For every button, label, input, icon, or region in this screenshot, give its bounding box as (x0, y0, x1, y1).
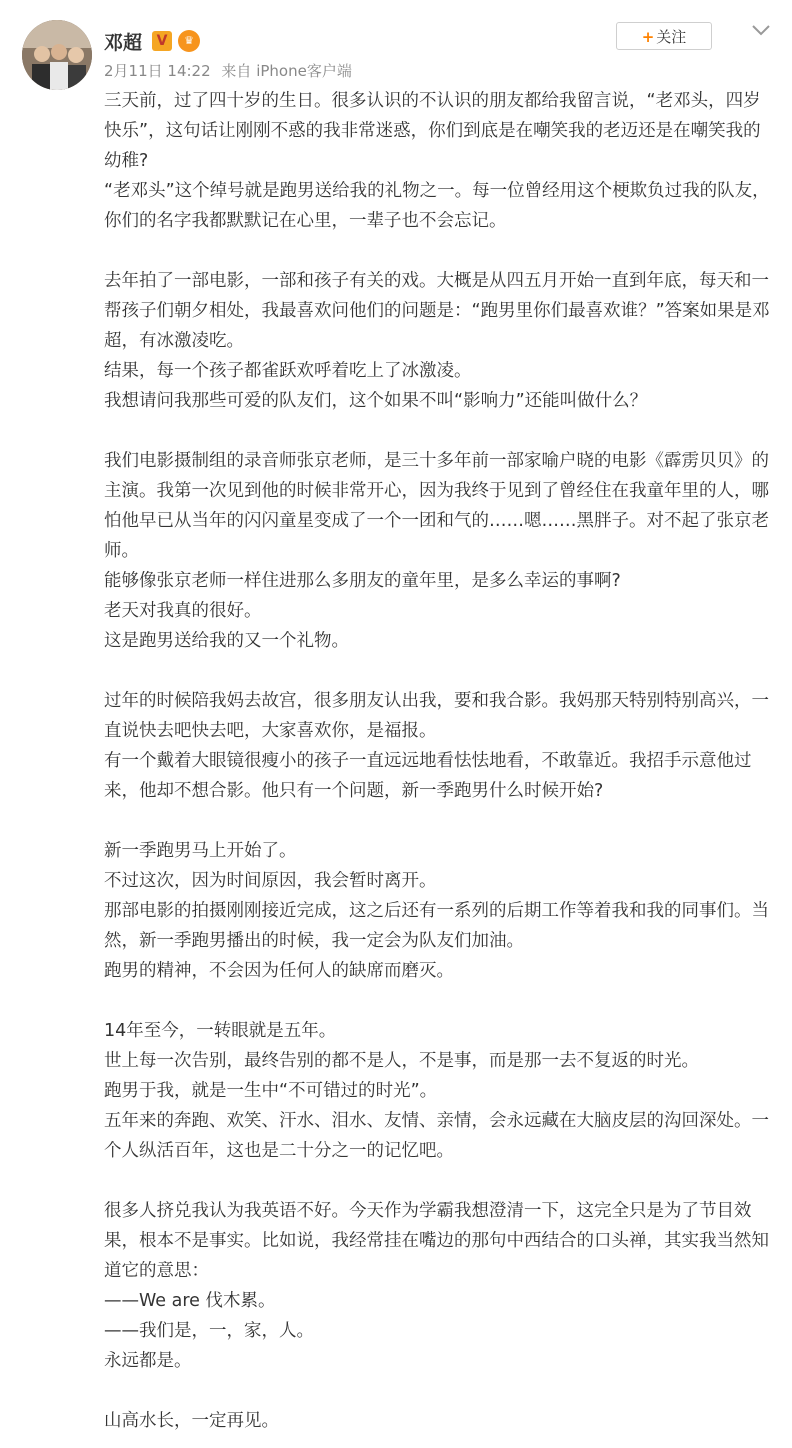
post-paragraph: 老天对我真的很好。 (104, 601, 262, 621)
post-paragraph: 五年来的奔跑、欢笑、汗水、泪水、友情、亲情，会永远藏在大脑皮层的沟回深处。一个人纵活百年，这也是二十分之一的记忆吧。 (104, 1111, 769, 1161)
paragraph-gap (104, 806, 776, 836)
follow-label: 关注 (656, 28, 687, 46)
paragraph-gap (104, 1376, 776, 1406)
post-content (104, 86, 776, 1436)
post-meta (104, 60, 358, 81)
post-paragraph: 世上每一次告别，最终告别的都不是人，不是事，而是那一去不复返的时光。 (104, 1051, 699, 1071)
plus-icon: + (641, 28, 655, 46)
post-paragraph: 过年的时候陪我妈去故宫，很多朋友认出我，要和我合影。我妈那天特别特别高兴，一直说快去吧快去吧，大家喜欢你，是福报。 (104, 691, 769, 741)
post-time[interactable]: 2月11日 14:22 (104, 62, 211, 80)
post-source: 来自 iPhone客户端 (221, 62, 352, 80)
vip-badge-icon: V (152, 31, 172, 51)
post-paragraph: 14年至今，一转眼就是五年。 (104, 1021, 337, 1041)
post-paragraph: 有一个戴着大眼镜很瘦小的孩子一直远远地看怯怯地看，不敢靠近。我招手示意他过来，他却不想合影。他只有一个问题，新一季跑男什么时候开始? (104, 751, 752, 801)
paragraph-gap (104, 1166, 776, 1196)
post-paragraph: 跑男于我，就是一生中“不可错过的时光”。 (104, 1081, 438, 1101)
post-paragraph: 我想请问我那些可爱的队友们，这个如果不叫“影响力”还能叫做什么？ (104, 391, 648, 411)
post-paragraph: 很多人挤兑我认为我英语不好。今天作为学霸我想澄清一下，这完全只是为了节目效果，根本不是事实。比如说，我经常挂在嘴边的那句中西结合的口头禅，其实我当然知道它的意思： (104, 1201, 769, 1281)
post-paragraph: 那部电影的拍摄刚刚接近完成，这之后还有一系列的后期工作等着我和我的同事们。当然，新一季跑男播出的时候，我一定会为队友们加油。 (104, 901, 769, 951)
paragraph-gap (104, 656, 776, 686)
follow-button[interactable] (616, 22, 712, 50)
username[interactable]: 邓超 (104, 32, 143, 54)
post-paragraph: 跑男的精神，不会因为任何人的缺席而磨灭。 (104, 961, 454, 981)
post-paragraph: ——我们是，一，家，人。 (104, 1321, 314, 1341)
post-paragraph: 去年拍了一部电影，一部和孩子有关的戏。大概是从四五月开始一直到年底，每天和一帮孩子们朝夕相处，我最喜欢问他们的问题是：“跑男里你们最喜欢谁？”答案如果是邓超，有冰激凌吃。 (104, 271, 770, 351)
post-paragraph: 山高水长，一定再见。 (104, 1411, 279, 1431)
post-paragraph: 新一季跑男马上开始了。 (104, 841, 297, 861)
post-paragraph: 三天前，过了四十岁的生日。很多认识的不认识的朋友都给我留言说，“老邓头，四岁快乐”，这句话让刚刚不惑的我非常迷惑，你们到底是在嘲笑我的老迈还是在嘲笑我的幼稚? (104, 91, 761, 171)
post-paragraph: 我们电影摄制组的录音师张京老师，是三十多年前一部家喻户晓的电影《霹雳贝贝》的主演。我第一次见到他的时候非常开心，因为我终于见到了曾经住在我童年里的人，哪怕他早已从当年的闪闪童星变成了一个一团和气的……嗯……黑胖子。对不起了张京老师。 (104, 451, 769, 561)
post-paragraph: 这是跑男送给我的又一个礼物。 (104, 631, 349, 651)
post-paragraph: 永远都是。 (104, 1351, 192, 1371)
avatar-photo (22, 20, 92, 90)
chevron-down-icon[interactable] (750, 22, 772, 38)
member-badge-icon: ♛ (178, 30, 200, 52)
paragraph-gap (104, 416, 776, 446)
post-paragraph: “老邓头”这个绰号就是跑男送给我的礼物之一。每一位曾经用这个梗欺负过我的队友，你们的名字我都默默记在心里，一辈子也不会忘记。 (104, 181, 770, 231)
paragraph-gap (104, 236, 776, 266)
post-paragraph: 能够像张京老师一样住进那么多朋友的童年里，是多么幸运的事啊? (104, 571, 621, 591)
avatar[interactable] (22, 20, 92, 90)
paragraph-gap (104, 986, 776, 1016)
post-paragraph: ——We are 伐木累。 (104, 1291, 276, 1311)
post-paragraph: 结果，每一个孩子都雀跃欢呼着吃上了冰激凌。 (104, 361, 472, 381)
post-paragraph: 不过这次，因为时间原因，我会暂时离开。 (104, 871, 437, 891)
